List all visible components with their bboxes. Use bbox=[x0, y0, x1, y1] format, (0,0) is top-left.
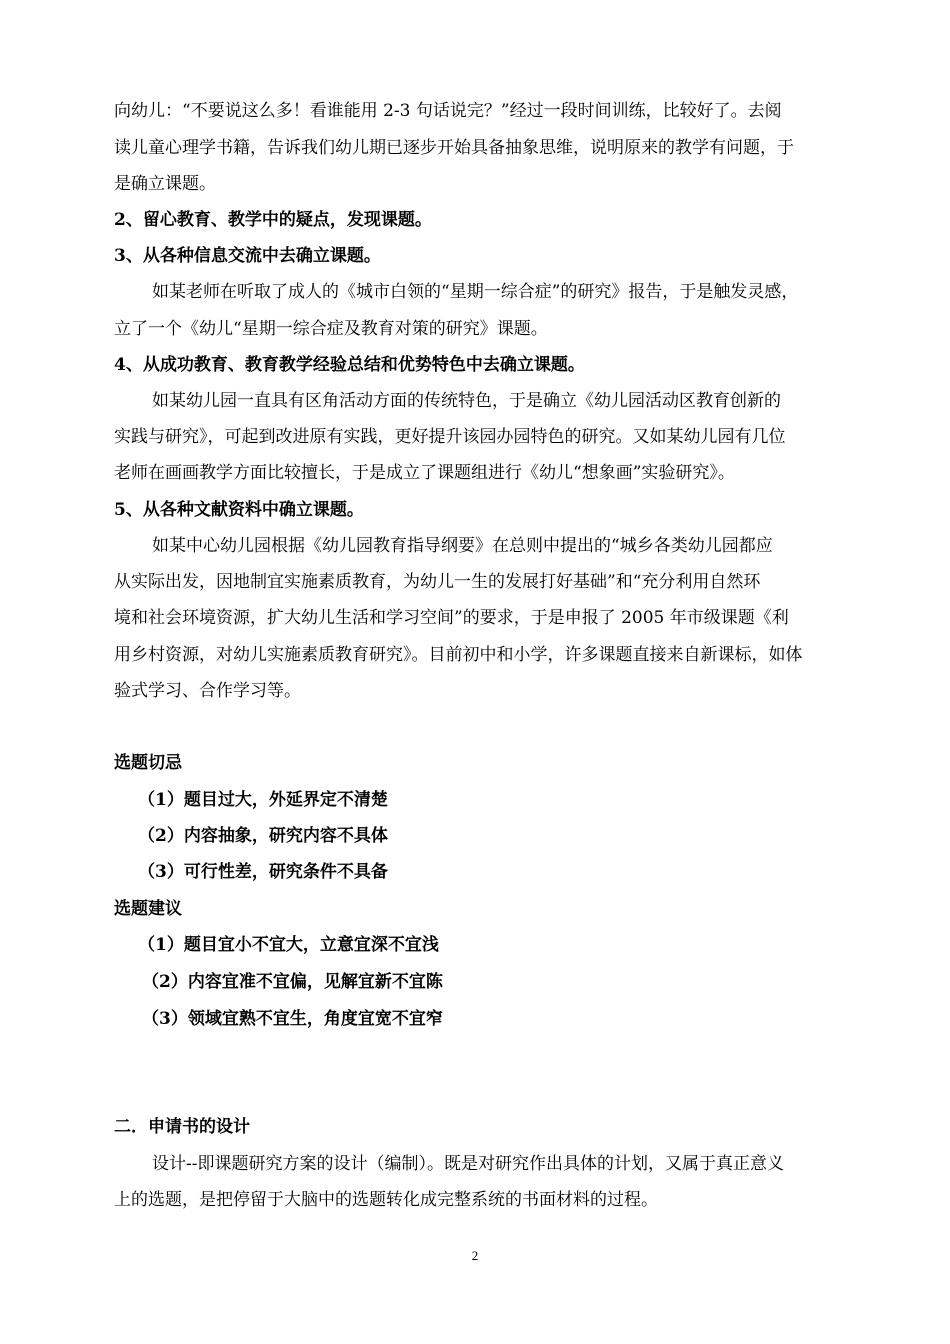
section-heading: 5、从各种文献资料中确立课题。 bbox=[114, 500, 364, 520]
paragraph-line: 如某幼儿园一直具有区角活动方面的传统特色，于是确立《幼儿园活动区教育创新的 bbox=[152, 391, 781, 411]
section-title: 二．申请书的设计 bbox=[114, 1117, 250, 1137]
paragraph-line: 如某中心幼儿园根据《幼儿园教育指导纲要》在总则中提出的“城乡各类幼儿园都应 bbox=[152, 536, 773, 556]
paragraph-line: 老师在画画教学方面比较擅长，于是成立了课题组进行《幼儿“想象画”实验研究》。 bbox=[114, 463, 735, 483]
list-item: （2）内容宜准不宜偏，见解宜新不宜陈 bbox=[142, 972, 443, 992]
list-item: （3）领域宜熟不宜生，角度宜宽不宜窄 bbox=[142, 1009, 443, 1029]
list-item: （2）内容抽象，研究内容不具体 bbox=[138, 826, 388, 846]
paragraph-line: 境和社会环境资源，扩大幼儿生活和学习空间”的要求，于是申报了 2005 年市级课题《利 bbox=[114, 608, 789, 628]
subheading-avoid: 选题切忌 bbox=[114, 753, 182, 773]
paragraph-line: 上的选题，是把停留于大脑中的选题转化成完整系统的书面材料的过程。 bbox=[114, 1190, 658, 1210]
paragraph-line: 验式学习、合作学习等。 bbox=[114, 681, 301, 701]
paragraph-line: 是确立课题。 bbox=[114, 174, 216, 194]
section-heading: 4、从成功教育、教育教学经验总结和优势特色中去确立课题。 bbox=[114, 355, 585, 375]
list-item: （3）可行性差，研究条件不具备 bbox=[138, 862, 388, 882]
section-heading: 2、留心教育、教学中的疑点，发现课题。 bbox=[114, 210, 432, 230]
subheading-suggest: 选题建议 bbox=[114, 899, 182, 919]
paragraph-line: 用乡村资源，对幼儿实施素质教育研究》。目前初中和小学，许多课题直接来自新课标，如体 bbox=[114, 645, 803, 665]
paragraph-line: 向幼儿：“不要说这么多！看谁能用 2-3 句话说完？”经过一段时间训练，比较好了。去阅 bbox=[114, 101, 782, 121]
page-number: 2 bbox=[471, 1248, 479, 1263]
paragraph-line: 读儿童心理学书籍，告诉我们幼儿期已逐步开始具备抽象思维，说明原来的教学有问题，于 bbox=[114, 138, 794, 158]
paragraph-line: 如某老师在听取了成人的《城市白领的“星期一综合症”的研究》报告，于是触发灵感， bbox=[152, 282, 799, 302]
list-item: （1）题目过大，外延界定不清楚 bbox=[138, 790, 388, 810]
paragraph-line: 设计--即课题研究方案的设计（编制）。既是对研究作出具体的计划，又属于真正意义 bbox=[152, 1154, 784, 1174]
paragraph-line: 实践与研究》，可起到改进原有实践，更好提升该园办园特色的研究。又如某幼儿园有几位 bbox=[114, 427, 786, 447]
paragraph-line: 从实际出发，因地制宜实施素质教育，为幼儿一生的发展打好基础”和“充分利用自然环 bbox=[114, 572, 761, 592]
list-item: （1）题目宜小不宜大，立意宜深不宜浅 bbox=[138, 935, 439, 955]
section-heading: 3、从各种信息交流中去确立课题。 bbox=[114, 246, 381, 266]
paragraph-line: 立了一个《幼儿“星期一综合症及教育对策的研究》课题。 bbox=[114, 319, 548, 339]
